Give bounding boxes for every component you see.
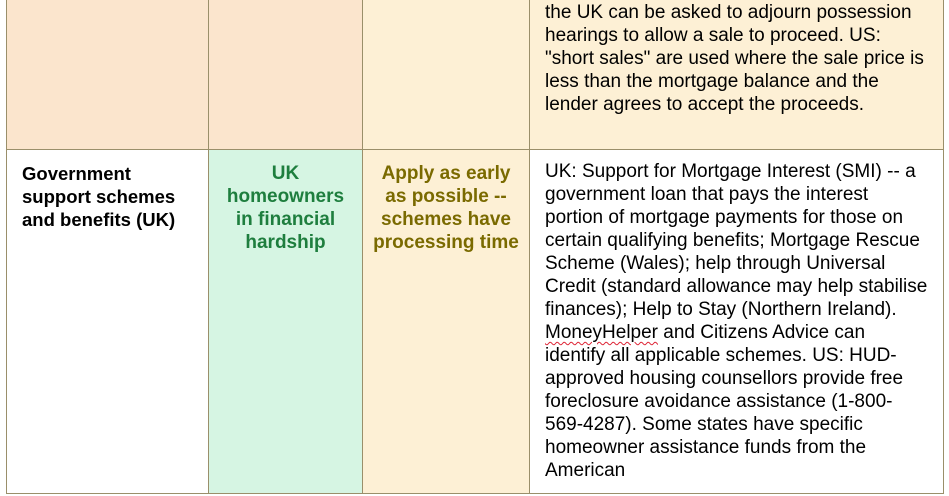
option-label: Government support schemes and benefits (UK) [22, 163, 176, 230]
option-cell [7, 0, 209, 150]
details-text [530, 150, 943, 482]
when-label: Apply as early as possible -- schemes have processing time [373, 163, 519, 253]
details-part-1: UK: Support for Mortgage Interest (SMI) -- a government loan that pays the interest portion of mortgage payments for those on certain qualifying benefits; Mortgage Rescue Scheme (Wales); help through Universal Credit (standard allowance may help stabilise finances); Help to Stay (Northern Ireland). [545, 161, 928, 320]
when-cell [363, 150, 530, 494]
details-cell [530, 0, 944, 150]
details-part-2: and Citizens Advice can identify all applicable schemes. US: HUD-approved housing counsellors provide free foreclosure avoidance assistance (1-800-569-4287). Some states have specific homeowner assistance funds from the American [545, 322, 904, 481]
table-row [7, 150, 944, 494]
when-cell [363, 0, 530, 150]
details-text: the UK can be asked to adjourn possession hearings to allow a sale to proceed. US: "short sales" are used where the sale price is less than the mortgage balance and the lender agrees to accept the proceeds. [545, 2, 924, 115]
details-cell [530, 150, 944, 494]
who-cell [209, 150, 363, 494]
table-row [7, 0, 944, 150]
who-cell [209, 0, 363, 150]
options-table [6, 0, 944, 494]
spellcheck-flagged-word[interactable]: MoneyHelper [545, 322, 658, 343]
who-label: UK homeowners in financial hardship [226, 163, 345, 253]
option-cell [7, 150, 209, 494]
